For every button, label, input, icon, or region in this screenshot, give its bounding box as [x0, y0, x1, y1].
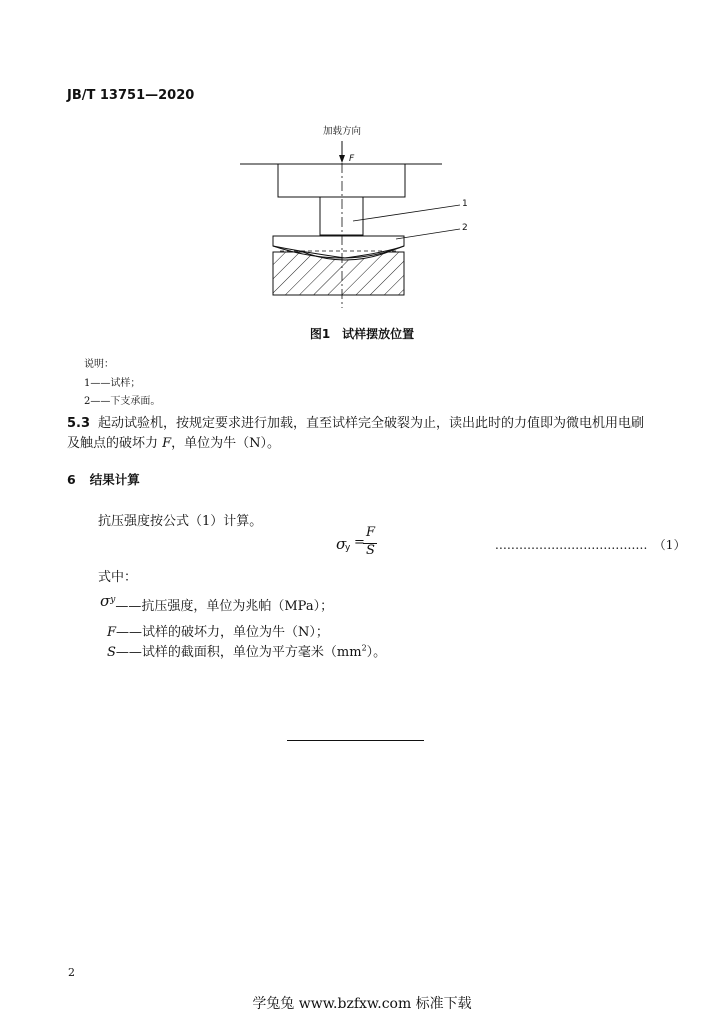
press-head — [278, 164, 405, 197]
def-text-f: ——试样的破坏力，单位为牛（N）； — [116, 625, 329, 640]
clause-5-3-line-1 — [67, 412, 644, 431]
load-arrow-icon — [339, 141, 345, 163]
formula-leader-dots — [495, 536, 686, 553]
formula-equals: = — [354, 535, 365, 550]
def-sup-2: 2 — [361, 643, 367, 653]
callout-2: 2 — [462, 223, 468, 233]
clause-text-1: 起动试验机，按规定要求进行加载，直至试样完全破裂为止，读出此时的力值即为微电机用电刷 — [98, 416, 645, 431]
standard-code: JB/T 13751—2020 — [67, 88, 195, 103]
definition-s — [107, 641, 386, 660]
section-title: 结果计算 — [89, 472, 140, 487]
page-number: 2 — [68, 966, 75, 979]
formula-denominator: S — [366, 543, 375, 558]
def-tail-s: ）。 — [366, 645, 387, 660]
indenter — [320, 197, 363, 235]
section-6-heading — [67, 470, 140, 488]
loading-direction-label: 加载方向 — [322, 126, 362, 137]
def-symbol-s: S — [107, 645, 116, 660]
definition-sigma — [100, 592, 334, 614]
legend-item-1: 1——试样； — [84, 378, 141, 389]
clause-5-3-line-2 — [67, 432, 280, 451]
formula-1 — [336, 527, 386, 561]
formula-dots: ...................................... — [495, 538, 648, 552]
clause-text-2b: ，单位为牛（N）。 — [171, 436, 281, 451]
callout-1: 1 — [462, 199, 468, 209]
leader-line-1 — [353, 205, 460, 221]
def-text-sigma: ——抗压强度，单位为兆帕（MPa）； — [115, 599, 334, 614]
definition-f — [107, 621, 329, 640]
formula-numerator: F — [366, 525, 376, 540]
force-label: F — [349, 154, 355, 164]
figure-specimen-placement — [0, 118, 724, 318]
clause-force-var: F — [162, 436, 172, 451]
legend-item-2: 2——下支承面。 — [84, 396, 161, 407]
footer-watermark: 学兔兔 www.bzfxw.com 标准下载 — [252, 996, 472, 1012]
leader-line-2 — [396, 229, 460, 239]
clause-text-2a: 及触点的破坏力 — [67, 436, 163, 451]
calc-intro: 抗压强度按公式（1）计算。 — [98, 514, 263, 529]
clause-number: 5.3 — [67, 416, 91, 431]
formula-sigma: σ — [336, 535, 347, 553]
def-sub-y: y — [110, 595, 116, 605]
formula-sub-y: y — [345, 543, 351, 553]
formula-number: （1） — [653, 538, 686, 552]
section-number: 6 — [67, 472, 76, 487]
def-symbol-sigma: σ — [100, 592, 111, 610]
end-separator — [287, 740, 424, 741]
def-text-s: ——试样的截面积，单位为平方毫米（mm — [115, 645, 362, 660]
where-label: 式中： — [98, 570, 138, 585]
figure-caption: 图1 试样摆放位置 — [309, 327, 415, 341]
def-symbol-f: F — [107, 625, 117, 640]
legend-title: 说明： — [84, 359, 114, 370]
